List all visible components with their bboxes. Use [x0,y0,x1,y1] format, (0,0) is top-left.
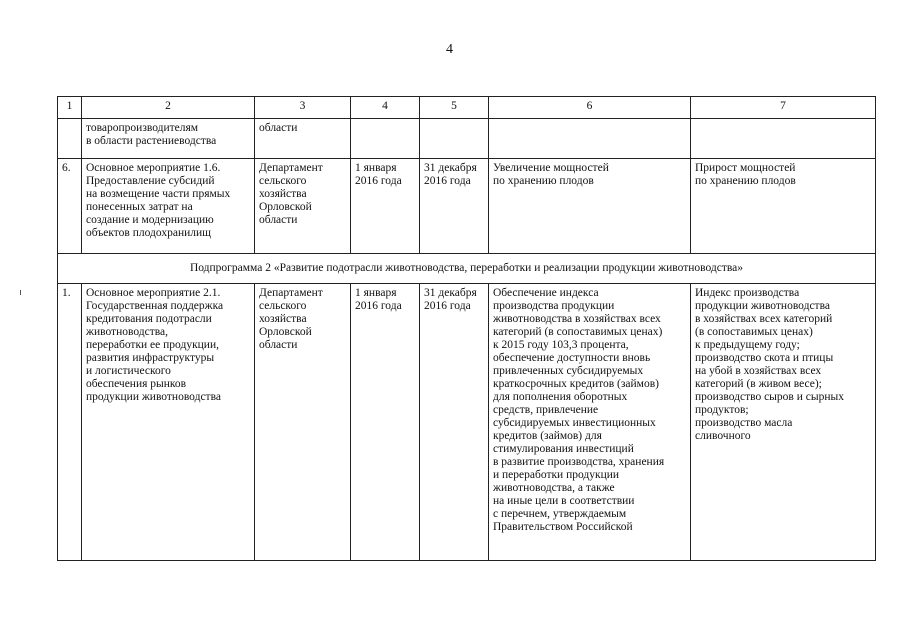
indicator: Индекс производства продукции животноводства в хозяйствах всех категорий (в сопоставимых ценах) к предыдущему году; производство скота и птицы на убой в хозяйствах всех категорий (в живом весе); производство сыров и сырных продуктов; производство масла сливочного [691,284,876,561]
table-row [58,119,876,159]
col-header-6: 6 [489,97,691,119]
table-row [58,159,876,254]
measures-table [57,96,876,561]
col-header-5: 5 [420,97,489,119]
col-header-2: 2 [82,97,255,119]
end-date [420,119,489,159]
start-date: 1 января 2016 года [351,284,420,561]
measure-name: товаропроизводителям в области растениеводства [82,119,255,159]
subprogram-title: Подпрограмма 2 «Развитие подотрасли животноводства, переработки и реализации продукции животноводства» [58,254,876,284]
measure-name: Основное мероприятие 2.1. Государственная поддержка кредитования подотрасли животноводства, переработки ее продукции, развития инфраструктуры и логистического обеспечения рынков продукции животноводства [82,284,255,561]
indicator [691,119,876,159]
measure-name: Основное мероприятие 1.6. Предоставление субсидий на возмещение части прямых понесенных затрат на создание и модернизацию объектов плодохранилищ [82,159,255,254]
executor: Департамент сельского хозяйства Орловской области [255,159,351,254]
expected-result [489,119,691,159]
executor: области [255,119,351,159]
indicator: Прирост мощностей по хранению плодов [691,159,876,254]
row-number [58,119,82,159]
expected-result: Увеличение мощностей по хранению плодов [489,159,691,254]
expected-result: Обеспечение индекса производства продукции животноводства в хозяйствах всех категорий (в сопоставимых ценах) к 2015 году 103,3 процента, обеспечение доступности вновь привлеченных субсидируемых краткосрочных кредитов (займов) для пополнения оборотных средств, привлечение субсидируемых инвестиционных кредитов (займов) для стимулирования инвестиций в развитие производства, хранения и переработки продукции животноводства, а также на иные цели в соответствии с перечнем, утверждаемым Правительством Российской [489,284,691,561]
table-row [58,284,876,561]
col-header-3: 3 [255,97,351,119]
row-number: 6. [58,159,82,254]
col-header-7: 7 [691,97,876,119]
margin-mark [20,290,21,295]
col-header-1: 1 [58,97,82,119]
row-number: 1. [58,284,82,561]
column-number-row [58,97,876,119]
executor: Департамент сельского хозяйства Орловской области [255,284,351,561]
start-date: 1 января 2016 года [351,159,420,254]
start-date [351,119,420,159]
col-header-4: 4 [351,97,420,119]
end-date: 31 декабря 2016 года [420,159,489,254]
end-date: 31 декабря 2016 года [420,284,489,561]
page-number: 4 [446,42,453,57]
subprogram-row [58,254,876,284]
